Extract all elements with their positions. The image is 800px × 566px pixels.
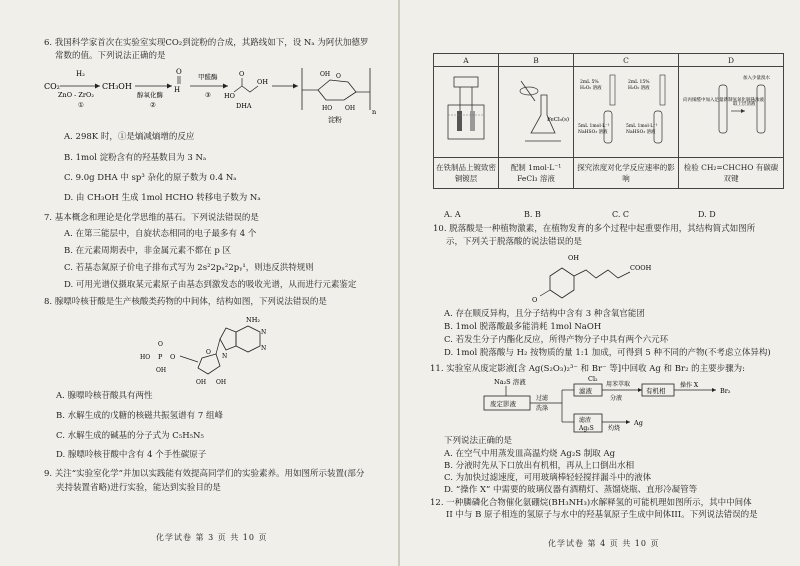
q12-stem-line1: 12. 一种膦磷化合物催化氨硼烷(BH₃NH₃)水解释氢的可能机理如图所示，其中中间体 xyxy=(430,498,752,508)
svg-text:有机相: 有机相 xyxy=(646,387,666,395)
scheme-cat3: 甲醛酶 xyxy=(198,73,218,81)
q10-option-d: D. 1mol 脱落酸与 H₂ 按物质的量 1:1 加成，可得到 5 种不同的产物(不考虑立体异构) xyxy=(444,348,771,358)
mol-ribose-oh2: OH xyxy=(216,379,227,386)
q11-option-b: B. 分液时先从下口放出有机相，再从上口倒出水相 xyxy=(444,461,635,471)
mol-p-o: O xyxy=(158,341,163,348)
svg-text:H₂O₂ 溶液: H₂O₂ 溶液 xyxy=(580,86,602,91)
q8-option-d: D. 腺嘌呤核苷酸中含有 4 个手性碳原子 xyxy=(56,450,207,460)
apparatus-d-test xyxy=(679,67,784,158)
dha-ho: HO xyxy=(224,92,235,100)
aba-chain xyxy=(574,270,630,278)
q6-option-a: A. 298K 时，①是熵减熵增的反应 xyxy=(64,132,195,142)
q6-option-c: C. 9.0g DHA 中 sp³ 杂化的原子数为 0.4 Nₐ xyxy=(64,173,237,183)
table-header-d: D xyxy=(679,54,784,67)
q11-stem: 11. 实验室从废定影液[含 Ag(S₂O₃)₂³⁻ 和 Br⁻ 等]中回收 Ag 和 Br₂ 的主要步骤为: xyxy=(430,364,746,374)
svg-text:Ag₂S: Ag₂S xyxy=(579,425,594,432)
scheme-step1: ① xyxy=(78,101,84,109)
scheme-step3: ③ xyxy=(205,91,211,99)
q10-option-c: C. 若发生分子内酯化反应，所得产物分子中具有两个六元环 xyxy=(444,335,669,345)
table-header-a: A xyxy=(434,54,499,67)
mol-ring-o: O xyxy=(206,349,211,356)
aba-ketone-o: O xyxy=(532,296,538,304)
q10-stem-line2: 示，下列关于脱落酸的说法错误的是 xyxy=(446,237,583,247)
mol-p-oh: OH xyxy=(156,367,167,374)
flow-opx: 操作 X xyxy=(680,382,699,389)
starch-o: O xyxy=(336,73,341,80)
svg-text:2mL 5%: 2mL 5% xyxy=(580,80,599,85)
starch-label: 淀粉 xyxy=(328,116,342,124)
flow-br2: Br₂ xyxy=(720,387,731,395)
aba-ring xyxy=(550,268,574,298)
q10-option-a: A. 存在顺反异构，且分子结构中含有 3 种含氧官能团 xyxy=(444,309,645,319)
mol-n1: N xyxy=(261,329,267,336)
adenine-6ring xyxy=(236,326,260,352)
scheme-methanol: CH₃OH xyxy=(102,82,132,91)
flow-filter: 过滤 xyxy=(536,395,549,402)
mol-n2: N xyxy=(261,345,267,352)
q9-stem-line2: 夹持装置省略)进行实验，能达到实验目的是 xyxy=(56,483,221,493)
mol-p-ho: HO xyxy=(140,354,151,361)
svg-text:滤液: 滤液 xyxy=(579,387,592,395)
svg-text:NaHSO₃ 溶液: NaHSO₃ 溶液 xyxy=(626,130,656,135)
page-4-footer: 化学试卷 第 4 页 共 10 页 xyxy=(548,539,660,548)
q6-option-d: D. 由 CH₃OH 生成 1mol HCHO 转移电子数为 Nₐ xyxy=(64,193,261,203)
q8-option-b: B. 水解生成的戊糖的核磁共振氢谱有 7 组峰 xyxy=(56,411,223,421)
hcho-h: H xyxy=(174,86,181,94)
mol-n3: N xyxy=(222,353,228,360)
flow-separate: 分液 xyxy=(610,395,623,402)
svg-text:H₂O₂ 溶液: H₂O₂ 溶液 xyxy=(628,86,650,91)
flow-cl2: Cl₂ xyxy=(588,376,598,383)
caption-b: 配制 1mol·L⁻¹ FeCl₃ 溶液 xyxy=(499,158,574,189)
dha-o: O xyxy=(239,70,245,78)
starch-ring xyxy=(318,80,356,100)
q9-choice-d: D. D xyxy=(698,210,716,219)
aba-oh: OH xyxy=(568,254,579,262)
dha-label: DHA xyxy=(236,102,252,110)
scheme-step2: ② xyxy=(150,101,156,109)
q6-stem-line2: 常数的值。下列说法正确的是 xyxy=(55,51,166,61)
q11-option-d: D. “操作 X” 中需要的玻璃仪器有酒精灯、蒸馏烧瓶、直形冷凝管等 xyxy=(444,485,698,495)
q7-stem: 7. 基本概念和理论是化学思维的基石。下列说法错误的是 xyxy=(44,213,259,223)
q8-option-c: C. 水解生成的碱基的分子式为 C₅H₅N₅ xyxy=(56,431,204,441)
svg-text:滤渣: 滤渣 xyxy=(579,417,592,424)
scheme-co2: CO₂ xyxy=(44,82,60,91)
svg-text:2mL 15%: 2mL 15% xyxy=(628,80,650,85)
scheme-cat1: ZnO - ZrO₂ xyxy=(58,91,94,99)
apparatus-c-tubes xyxy=(574,67,679,158)
caption-d: 检验 CH₂=CHCHO 有碳碳双键 xyxy=(679,158,784,189)
q9-choice-a: A. A xyxy=(444,210,461,219)
q7-option-d: D. 可用光谱仪摄取某元素原子由基态到激发态的吸收光谱，从而进行元素鉴定 xyxy=(64,280,357,290)
q6-option-b: B. 1mol 淀粉含有的羟基数目为 3 Nₐ xyxy=(64,153,207,163)
apparatus-a-electroplating xyxy=(434,67,499,158)
arrow-1-head xyxy=(95,84,100,89)
caption-c: 探究浓度对化学反应速率的影响 xyxy=(574,158,679,189)
q8-stem: 8. 腺嘌呤核苷酸是生产核酸类药物的中间体，结构如图，下列说法错误的是 xyxy=(44,297,327,307)
mol-ribose-oh1: OH xyxy=(196,379,207,386)
starch-ho: HO xyxy=(322,105,333,112)
q9-stem-line1: 9. 关注“实验室化学”并加以实践能有效提高同学们的实验素养。用如图所示装置(部分 xyxy=(44,469,365,479)
scheme-h2: H₂ xyxy=(76,70,85,78)
q10-stem-line1: 10. 脱落酸是一种植物激素，在植物发育的多个过程中起重要作用，其结构简式如图所 xyxy=(433,224,756,234)
q8-option-a: A. 腺嘌呤核苷酸具有两性 xyxy=(56,391,153,401)
adenine-5ring xyxy=(220,328,236,350)
arrow-4-head xyxy=(293,84,298,89)
apparatus-table xyxy=(433,53,784,189)
q11-substem: 下列说法正确的是 xyxy=(444,436,513,446)
starch-oh-bottom: OH xyxy=(345,105,356,112)
aba-cooh: COOH xyxy=(630,264,652,272)
flow-wash: 洗涤 xyxy=(536,405,549,412)
arrow-3-head xyxy=(223,84,228,89)
mol-p: P xyxy=(158,353,163,361)
svg-text:向丙烯醛中加入足量新制氢氧化铜悬浊液: 向丙烯醛中加入足量新制氢氧化铜悬浊液 xyxy=(683,98,764,103)
ribose-ring xyxy=(198,354,220,374)
svg-text:废定影液: 废定影液 xyxy=(490,400,516,408)
caption-a: 在铁制品上镀致密铜镀层 xyxy=(434,158,499,189)
arrow-2-head xyxy=(167,84,172,89)
q12-stem-line2: II 中与 B 原子相连的氢原子与水中的羟基氧原子生成中间体III。下列说法错误的是 xyxy=(446,510,758,520)
q6-stem-line1: 6. 我国科学家首次在实验室实现CO₂到淀粉的合成，其路线如下，设 Nₐ 为阿伏加德罗 xyxy=(44,38,369,48)
q7-option-c: C. 若基态氮原子价电子排布式写为 2s²2pₓ²2pᵧ¹，则违反洪特规则 xyxy=(64,263,314,273)
dha-skeleton xyxy=(234,86,258,92)
flow-burn: 灼烧 xyxy=(608,425,621,432)
apparatus-b-volumetric xyxy=(499,67,574,158)
flow-na2s: Na₂S 溶液 xyxy=(494,378,526,386)
hcho-o: O xyxy=(176,68,182,76)
q10-option-b: B. 1mol 脱落酸最多能消耗 1mol NaOH xyxy=(444,322,602,332)
flow-ag: Ag xyxy=(634,419,643,427)
q9-choice-c: C. C xyxy=(612,210,630,219)
mol-nh2: NH₂ xyxy=(246,316,260,324)
page-3-footer: 化学试卷 第 3 页 共 10 页 xyxy=(156,533,268,542)
svg-text:加入少量溴水: 加入少量溴水 xyxy=(743,76,770,81)
svg-text:取上层清液: 取上层清液 xyxy=(733,102,756,107)
svg-text:5mL 1mol·L⁻¹: 5mL 1mol·L⁻¹ xyxy=(626,124,658,129)
starch-oh-top: OH xyxy=(320,71,331,78)
q9-choice-b: B. B xyxy=(524,210,541,219)
flow-extract: 用苯萃取 xyxy=(606,381,631,388)
q7-option-b: B. 在元素周期表中，非金属元素不都在 p 区 xyxy=(64,246,231,256)
page-4 xyxy=(400,0,800,566)
table-header-c: C xyxy=(574,54,679,67)
fecl3-label: FeCl₃(s) xyxy=(547,117,570,123)
dha-oh: OH xyxy=(257,78,268,86)
starch-n: n xyxy=(372,108,377,116)
table-header-b: B xyxy=(499,54,574,67)
q11-option-c: C. 为加快过滤速度，可用玻璃棒轻轻搅拌漏斗中的液体 xyxy=(444,473,652,483)
svg-text:5mL 1mol·L⁻¹: 5mL 1mol·L⁻¹ xyxy=(578,124,610,129)
q11-option-a: A. 在空气中用蒸发皿高温灼烧 Ag₂S 制取 Ag xyxy=(444,449,616,459)
scheme-cat2: 醇氧化酶 xyxy=(137,91,163,99)
svg-text:NaHSO₃ 溶液: NaHSO₃ 溶液 xyxy=(578,130,608,135)
q7-option-a: A. 在第三能层中，自旋状态相同的电子最多有 4 个 xyxy=(64,229,257,239)
mol-ester-o: O xyxy=(170,353,176,361)
